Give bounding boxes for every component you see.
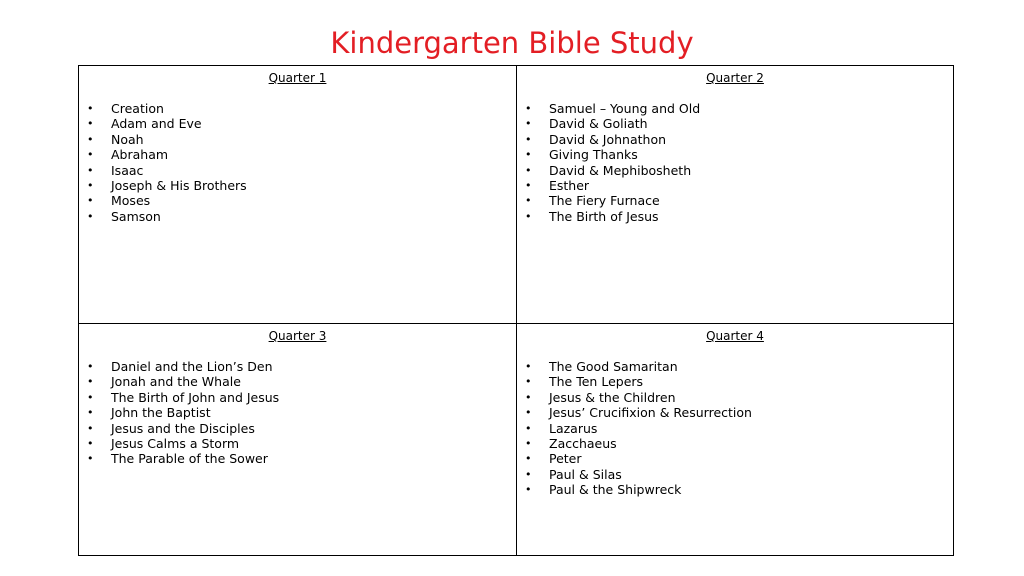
lesson-label: David & Johnathon xyxy=(549,131,667,147)
list-item xyxy=(525,374,752,389)
list-item xyxy=(87,374,279,389)
list-item xyxy=(87,116,247,131)
bullet-icon: • xyxy=(525,148,532,162)
bullet-icon: • xyxy=(525,209,532,223)
quarters-table xyxy=(78,65,954,556)
lesson-label: Joseph & His Brothers xyxy=(111,178,247,194)
lesson-label: Creation xyxy=(111,101,164,116)
quarter-2-heading: Quarter 2 xyxy=(706,71,764,85)
list-item xyxy=(525,467,752,482)
lesson-label: The Birth of Jesus xyxy=(549,208,659,224)
quarter-4-heading: Quarter 4 xyxy=(706,329,764,343)
lesson-label: Isaac xyxy=(111,162,144,178)
bullet-icon: • xyxy=(525,132,532,146)
lesson-label: Zacchaeus xyxy=(549,436,617,452)
lesson-label: Moses xyxy=(111,193,151,209)
bullet-icon: • xyxy=(525,437,532,451)
bullet-icon: • xyxy=(525,421,532,435)
bullet-icon: • xyxy=(525,467,532,481)
quarter-4-lessons xyxy=(525,359,752,498)
bullet-icon: • xyxy=(525,483,532,497)
lesson-label: David & Goliath xyxy=(549,116,648,132)
lesson-label: Paul & Silas xyxy=(549,466,622,482)
list-item xyxy=(525,482,752,497)
lesson-label: John the Baptist xyxy=(111,405,211,421)
list-item xyxy=(87,359,279,374)
bullet-icon: • xyxy=(87,148,94,162)
list-item xyxy=(87,147,247,162)
list-item xyxy=(525,390,752,405)
list-item xyxy=(525,209,700,224)
bullet-icon: • xyxy=(87,437,94,451)
list-item xyxy=(87,436,279,451)
list-item xyxy=(87,451,279,466)
bullet-icon: • xyxy=(525,390,532,404)
list-item xyxy=(525,405,752,420)
lesson-label: Daniel and the Lion’s Den xyxy=(111,359,273,374)
bullet-icon: • xyxy=(525,179,532,193)
lesson-label: Jesus & the Children xyxy=(549,389,676,405)
bullet-icon: • xyxy=(87,360,94,373)
bullet-icon: • xyxy=(87,163,94,177)
bullet-icon: • xyxy=(525,163,532,177)
list-item xyxy=(525,163,700,178)
lesson-label: The Ten Lepers xyxy=(549,374,644,390)
page-title: Kindergarten Bible Study xyxy=(330,26,694,60)
list-item xyxy=(87,405,279,420)
list-item xyxy=(525,193,700,208)
bullet-icon: • xyxy=(87,179,94,193)
bullet-icon: • xyxy=(87,209,94,223)
bullet-icon: • xyxy=(525,375,532,389)
quarter-3-lessons xyxy=(87,359,279,467)
bullet-icon: • xyxy=(87,406,94,420)
list-item xyxy=(87,421,279,436)
bullet-icon: • xyxy=(525,117,532,131)
bullet-icon: • xyxy=(87,132,94,146)
lesson-label: Giving Thanks xyxy=(549,147,638,163)
quarter-1-lessons xyxy=(87,101,247,224)
bullet-icon: • xyxy=(87,390,94,404)
lesson-label: David & Mephibosheth xyxy=(549,162,692,178)
lesson-label: The Birth of John and Jesus xyxy=(111,389,280,405)
list-item xyxy=(525,359,752,374)
list-item xyxy=(87,209,247,224)
list-item xyxy=(87,101,247,116)
bullet-icon: • xyxy=(87,421,94,435)
lesson-label: Peter xyxy=(549,451,582,467)
list-item xyxy=(525,132,700,147)
list-item xyxy=(525,178,700,193)
list-item xyxy=(525,101,700,116)
lesson-label: Paul & the Shipwreck xyxy=(549,482,682,498)
list-item xyxy=(525,147,700,162)
bullet-icon: • xyxy=(525,360,532,373)
bullet-icon: • xyxy=(87,452,94,466)
quarter-1-cell xyxy=(79,66,516,323)
lesson-label: Jonah and the Whale xyxy=(111,374,241,390)
list-item xyxy=(87,163,247,178)
bullet-icon: • xyxy=(525,194,532,208)
lesson-label: The Parable of the Sower xyxy=(111,451,268,467)
list-item xyxy=(87,132,247,147)
lesson-label: Jesus’ Crucifixion & Resurrection xyxy=(549,405,752,421)
list-item xyxy=(87,178,247,193)
lesson-label: Lazarus xyxy=(549,420,598,436)
list-item xyxy=(87,193,247,208)
list-item xyxy=(525,436,752,451)
quarter-2-cell xyxy=(516,66,953,323)
list-item xyxy=(525,451,752,466)
bullet-icon: • xyxy=(87,117,94,131)
list-item xyxy=(87,390,279,405)
list-item xyxy=(525,116,700,131)
lesson-label: The Fiery Furnace xyxy=(549,193,660,209)
lesson-label: The Good Samaritan xyxy=(549,359,678,374)
bullet-icon: • xyxy=(87,375,94,389)
lesson-label: Jesus and the Disciples xyxy=(111,420,255,436)
quarter-3-heading: Quarter 3 xyxy=(268,329,327,343)
bullet-icon: • xyxy=(87,102,94,115)
quarter-3-cell xyxy=(79,323,516,555)
list-item xyxy=(525,421,752,436)
bullet-icon: • xyxy=(525,452,532,466)
lesson-label: Esther xyxy=(549,178,590,194)
lesson-label: Adam and Eve xyxy=(111,116,202,132)
lesson-label: Samuel – Young and Old xyxy=(549,101,701,116)
quarter-1-heading: Quarter 1 xyxy=(268,71,327,85)
quarter-2-lessons xyxy=(525,101,700,224)
lesson-label: Samson xyxy=(111,208,161,224)
bullet-icon: • xyxy=(525,406,532,420)
bullet-icon: • xyxy=(525,102,532,115)
lesson-label: Noah xyxy=(111,131,144,147)
lesson-label: Jesus Calms a Storm xyxy=(111,436,240,452)
bullet-icon: • xyxy=(87,194,94,208)
lesson-label: Abraham xyxy=(111,147,169,163)
quarter-4-cell xyxy=(516,323,953,555)
